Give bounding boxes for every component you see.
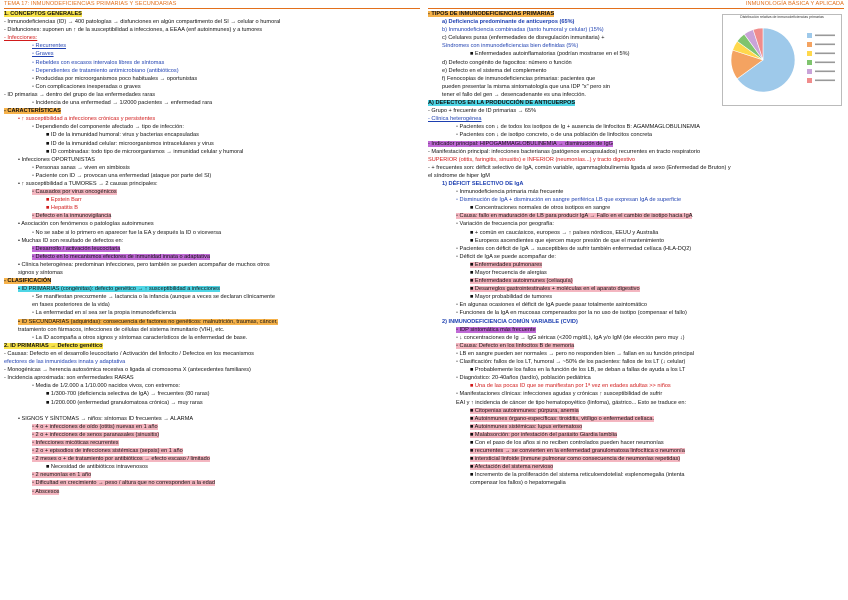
right-line bbox=[428, 107, 844, 115]
left-line bbox=[4, 447, 420, 455]
line-text: ■ Afectación del sistema nervioso bbox=[470, 464, 554, 471]
line-text: ▫ Causa: Defecto en los linfocitos B de memoria bbox=[456, 342, 575, 349]
line-text: ▫ Déficit de IgA se puede acompañar de: bbox=[456, 253, 556, 260]
left-line bbox=[4, 172, 420, 180]
line-text: ▫ Causados por virus oncogénicos bbox=[32, 189, 117, 196]
line-text: ■ Concentraciones normales de otros isotipos en sangre bbox=[470, 205, 611, 212]
left-line bbox=[4, 350, 420, 358]
line-text: ■ intersticial linfoide (inmune pulmonar como consecuencia de neumonías repetidas) bbox=[470, 456, 681, 463]
line-text: ■ Hepatitis B bbox=[46, 205, 78, 212]
pie-chart-figure bbox=[722, 14, 842, 106]
right-line bbox=[428, 188, 844, 196]
left-line bbox=[4, 91, 420, 99]
line-text: ▫ En algunas ocasiones el déficit de IgA puede pasar totalmente asintomático bbox=[456, 302, 648, 309]
line-text: ▫ Manifestaciones clínicas: infecciones agudas y crónicas ↑ susceptibilidad de sufrir bbox=[456, 391, 663, 398]
left-line bbox=[4, 463, 420, 471]
left-line bbox=[4, 382, 420, 390]
line-text: el síndrome de hiper IgM bbox=[428, 172, 490, 179]
line-text: ■ 1/200.000 (enfermedad granulomatosa crónica) → muy raras bbox=[46, 399, 203, 406]
line-text: • Infecciones OPORTUNISTAS bbox=[18, 156, 95, 163]
line-text: - CARACTERÍSTICAS bbox=[4, 108, 61, 115]
right-line bbox=[428, 196, 844, 204]
line-text: ■ Enfermedades autoinmunes (celiaquía) bbox=[470, 278, 573, 285]
right-line bbox=[428, 148, 844, 156]
right-line bbox=[428, 59, 732, 67]
line-text: a) Deficiencia predominante de anticuerpos (65%) bbox=[442, 19, 575, 26]
line-text: SUPERIOR (otitis, faringitis, sinusitis) e INFERIOR (neumonías...) y tracto digestivo bbox=[428, 156, 636, 163]
line-text: en fases posteriores de la vida) bbox=[32, 302, 110, 309]
left-line bbox=[4, 318, 420, 326]
line-text: A) DEFECTOS EN LA PRODUCCIÓN DE ANTICUERPOS bbox=[428, 100, 576, 107]
line-text: ▫ Clasificación: fallos de los LT, humoral → ~50% de los pacientes: fallos de los LT (↓ celular) bbox=[456, 359, 686, 366]
left-line bbox=[4, 431, 420, 439]
line-text: ■ Desarreglos gastrointestinales + moléculas en el aparato digestivo bbox=[470, 286, 640, 293]
left-line bbox=[4, 390, 420, 398]
line-text: pueden presentar la misma sintomatología que una IDP "x" pero sin bbox=[442, 83, 611, 90]
line-text: ■ ID de la inmunidad celular: microorganismos intracelulares y virus bbox=[46, 140, 214, 147]
pie-chart-svg bbox=[723, 19, 841, 101]
line-text: ■ ID combinadas: todo tipo de microorganismos → inmunidad celular y humoral bbox=[46, 148, 244, 155]
right-line bbox=[428, 342, 844, 350]
right-line bbox=[428, 83, 732, 91]
right-line bbox=[428, 439, 844, 447]
right-line bbox=[428, 237, 844, 245]
left-line bbox=[4, 309, 420, 317]
line-text: - Monogénicas → herencia autosómica recesiva o ligada al cromosoma X (antecedentes familiares) bbox=[4, 367, 251, 374]
right-line bbox=[428, 123, 844, 131]
line-text: ■ Una de las pocas ID que se manifiestan por 1ª vez en edades adultas >> niños bbox=[470, 383, 671, 390]
right-line bbox=[428, 350, 844, 358]
left-line bbox=[4, 99, 420, 107]
left-line bbox=[4, 18, 420, 26]
line-text: efectores de las inmunidades innata y adaptativa bbox=[4, 359, 126, 366]
line-text: ▫ Producidas por microorganismos poco habituales → oportunistas bbox=[32, 75, 198, 82]
right-line bbox=[428, 67, 732, 75]
right-line bbox=[428, 10, 718, 18]
right-line bbox=[428, 131, 844, 139]
right-line bbox=[428, 220, 844, 228]
left-line bbox=[4, 50, 420, 58]
left-line bbox=[4, 358, 420, 366]
line-text: 2. ID PRIMARIAS → Defecto genético bbox=[4, 342, 103, 349]
line-text: ■ Autoinmunes sistémicas: lupus eritematoso bbox=[470, 423, 583, 430]
left-line bbox=[4, 229, 420, 237]
left-line bbox=[4, 188, 420, 196]
line-text: ■ ID de la inmunidad humoral: virus y bacterias encapsuladas bbox=[46, 132, 199, 139]
line-text: ▫ 4 o + infecciones de oído (otitis) nuevas en 1 año bbox=[32, 423, 158, 430]
right-line bbox=[428, 42, 732, 50]
right-header bbox=[428, 0, 844, 9]
right-line bbox=[428, 253, 844, 261]
line-text: ▫ Disminución de IgA + disminución en sangre periférica LB que expresan IgA de superficie bbox=[456, 197, 682, 204]
line-text: - Infecciones: bbox=[4, 35, 38, 42]
line-text: ■ + común en caucásicos, europeos → ↑ países nórdicos, EEUU y Australia bbox=[470, 229, 659, 236]
left-line bbox=[4, 326, 420, 334]
line-text: ▫ Dificultad en crecimiento → peso / altura que no corresponden a la edad bbox=[32, 480, 215, 487]
line-text: ▫ LB en sangre pueden ser normales → pero no responden bien → fallan en su función principal bbox=[456, 350, 695, 357]
line-text: • ID PRIMARIAS (congénitas): defecto genético → ↑ susceptibilidad a infecciones bbox=[18, 286, 220, 293]
right-line bbox=[428, 34, 732, 42]
line-text: ▫ Personas sanas → viven en simbiosis bbox=[32, 164, 130, 171]
right-line bbox=[428, 358, 844, 366]
pie-chart-title: Distribución relativa de inmunodeficiencias primarias bbox=[740, 15, 824, 19]
line-text: ▫ Recurrentes bbox=[32, 43, 67, 50]
line-text: • SIGNOS Y SÍNTOMAS → niños: síntomas ID frecuentes → ALARMA bbox=[18, 415, 194, 422]
left-line bbox=[4, 423, 420, 431]
right-line bbox=[428, 269, 844, 277]
legend-label-placeholder bbox=[815, 80, 835, 82]
line-text: ▫ Abscesos bbox=[32, 488, 60, 495]
left-line bbox=[4, 212, 420, 220]
line-text: ▫ Dependientes de tratamiento antimicrobiano (antibióticos) bbox=[32, 67, 179, 74]
left-line bbox=[4, 488, 420, 496]
line-text: • Clínica heterogénea: predominan infecciones, pero también se pueden acompañar de muchos otros bbox=[18, 261, 270, 268]
line-text: d) Defecto congénito de fagocitos: número o función bbox=[442, 59, 572, 66]
line-text: ▫ Rebeldes con escasos intervalos libres de síntomas bbox=[32, 59, 165, 66]
line-text: ■ Citopenias autoinmunes: púrpura, anemia bbox=[470, 407, 579, 414]
line-text: ■ 1/300-700 (deficiencia selectiva de IgA) → frecuentes (80 raras) bbox=[46, 391, 210, 398]
right-line bbox=[428, 390, 844, 398]
left-header bbox=[4, 0, 420, 9]
left-line bbox=[4, 67, 420, 75]
right-line bbox=[428, 172, 844, 180]
line-text: - Incidencia aproximada: son enfermedades RARAS bbox=[4, 375, 134, 382]
left-line bbox=[4, 196, 420, 204]
line-text: ■ Mayor frecuencia de alergias bbox=[470, 270, 547, 276]
line-text: - TIPOS DE INMUNODEFICIENCIAS PRIMARIAS bbox=[428, 11, 555, 17]
line-text: tratamiento con fármacos, infecciones de células del sistema inmunitario (VIH), etc. bbox=[18, 326, 225, 333]
right-line bbox=[428, 309, 844, 317]
left-line bbox=[4, 75, 420, 83]
line-text: c) Celulares puras (enfermedades de disregulación inmunitaria) + bbox=[442, 35, 605, 42]
line-text: Síndromes con inmunodeficiencias bien definidas (5%) bbox=[442, 43, 579, 50]
left-line bbox=[4, 366, 420, 374]
left-line bbox=[4, 374, 420, 382]
right-line bbox=[428, 334, 844, 342]
left-line bbox=[4, 261, 420, 269]
left-line bbox=[4, 253, 420, 261]
right-line bbox=[428, 261, 844, 269]
line-text: ■ Probablemente los fallos en la función de los LB, se deban a fallas de ayuda a los LT bbox=[470, 367, 686, 374]
left-line bbox=[4, 42, 420, 50]
line-text: - CLASIFICACIÓN bbox=[4, 278, 52, 285]
right-line bbox=[428, 204, 844, 212]
right-line bbox=[428, 407, 844, 415]
left-line bbox=[4, 407, 420, 415]
left-line bbox=[4, 204, 420, 212]
left-line bbox=[4, 220, 420, 228]
right-line bbox=[428, 301, 844, 309]
line-text: compensar los fallos) o hepatomegalia bbox=[470, 480, 566, 487]
line-text: ▫ Funciones de la IgA en mucosas compensados por la no uso de isotipo (compensar el fallo) bbox=[456, 310, 687, 317]
right-line bbox=[428, 479, 844, 487]
line-text: ▫ 2 o + infecciones de senos paranasales (sinusitis) bbox=[32, 431, 160, 438]
line-text: ▫ Con complicaciones inesperadas o graves bbox=[32, 83, 141, 90]
line-text: ▫ Desarrollo / activación leucocitaria bbox=[32, 245, 121, 252]
line-text: 2) INMUNODEFICIENCIA COMÚN VARIABLE (CVID) bbox=[442, 318, 578, 325]
line-text: - + frecuentes son: déficit selectivo de IgA, común variable, agammaglobulinemia ligada al sexo (Enfermedad de Bruton) y bbox=[428, 164, 731, 171]
line-text: ▫ Dependiendo del componente afectado → tipo de infección: bbox=[32, 124, 184, 131]
right-line bbox=[428, 463, 844, 471]
line-text: ■ Malabsorción: por infestación del parásito Giardia lamblia bbox=[470, 431, 618, 438]
line-text: ■ Europeos ascendientes que ejercen mayor presión de que el mantenimiento bbox=[470, 237, 664, 244]
right-line bbox=[428, 75, 732, 83]
line-text: ▫ La ID acompaña a otros signos y síntomas característicos de la enfermedad de base. bbox=[32, 334, 248, 341]
line-text: - Manifestación principal: infecciones bacterianas (patógenos encapsulados) recurrentes en tracto respiratorio bbox=[428, 148, 701, 155]
legend-label-placeholder bbox=[815, 53, 835, 55]
legend-label-placeholder bbox=[815, 62, 835, 64]
left-line bbox=[4, 83, 420, 91]
line-text: ▫ 2 meses o + de tratamiento por antibióticos → efecto escaso / limitado bbox=[32, 456, 210, 463]
line-text: ▫ Infecciones micóticas recurrentes bbox=[32, 439, 119, 446]
left-line bbox=[4, 269, 420, 277]
right-line bbox=[428, 18, 732, 26]
left-line bbox=[4, 285, 420, 293]
line-text: ■ Incremento de la proliferación del sistema reticuloendotelial: esplenomegalia (intenta bbox=[470, 472, 685, 479]
right-line bbox=[428, 26, 732, 34]
line-text: • Muchas ID son resultado de defectos en: bbox=[18, 237, 124, 244]
right-line bbox=[428, 115, 844, 123]
legend-swatch bbox=[807, 33, 812, 38]
left-line bbox=[4, 277, 420, 285]
line-text: f) Fenocopias de inmunodeficiencias primarias: pacientes que bbox=[442, 75, 596, 82]
line-text: tener el fallo del gen → desencadenante es una infección. bbox=[442, 91, 586, 98]
line-text: ■ Con el paso de los años si no reciben controlados pueden hacer neumonías bbox=[470, 439, 664, 446]
left-line bbox=[4, 156, 420, 164]
left-line bbox=[4, 123, 420, 131]
line-text: ▫ Diagnóstico: 20-40años (tardío), población pediátrica bbox=[456, 375, 591, 382]
line-text: ▫ ↓ concentraciones de Ig → IgG séricas (<200 mg/dL), IgA y/o IgM (de elección pero muy ↓) bbox=[456, 334, 685, 341]
right-line bbox=[428, 140, 844, 148]
left-line bbox=[4, 148, 420, 156]
line-text: ▫ Defecto en la inmunovigilancia bbox=[32, 213, 112, 220]
line-text: ▫ Paciente con ID → provocan una enfermedad (ataque por parte del SI) bbox=[32, 172, 212, 179]
legend-label-placeholder bbox=[815, 71, 835, 73]
right-line bbox=[428, 156, 844, 164]
left-line bbox=[4, 334, 420, 342]
line-text: ■ Autoinmunes órgano-específicas: tiroiditis, vitíligo o enfermedad celíaca. bbox=[470, 415, 655, 422]
right-column bbox=[428, 0, 844, 600]
line-text: - Clínica heterogénea bbox=[428, 116, 482, 123]
left-column bbox=[4, 0, 420, 600]
line-text: - Inmunodeficiencias (ID) → 400 patologías → disfunciones en algún compartimento del SI → celular o humoral bbox=[4, 19, 281, 26]
line-text: ▫ Media de 1/2.000 a 1/10.000 nacidos vivos, con extremos: bbox=[32, 383, 181, 390]
left-line bbox=[4, 471, 420, 479]
left-line bbox=[4, 34, 420, 42]
line-text: ▫ Causa: fallo en maduración de LB para producir IgA → Fallo en el cambio de isotipo hacia IgA bbox=[456, 213, 693, 220]
left-line bbox=[4, 415, 420, 423]
left-line bbox=[4, 245, 420, 253]
left-line bbox=[4, 140, 420, 148]
right-line bbox=[428, 180, 844, 188]
left-line bbox=[4, 107, 420, 115]
line-text: 1. CONCEPTOS GENERALES bbox=[4, 11, 82, 17]
left-line bbox=[4, 164, 420, 172]
line-text: ▫ Graves bbox=[32, 51, 54, 58]
left-line bbox=[4, 301, 420, 309]
right-line bbox=[428, 50, 760, 58]
left-body bbox=[4, 10, 420, 496]
legend-swatch bbox=[807, 60, 812, 65]
course-title: INMUNOLOGÍA BÁSICA Y APLICADA bbox=[745, 1, 844, 7]
right-line bbox=[428, 91, 732, 99]
document-title: TEMA 17: INMUNODEFICIENCIAS PRIMARIAS Y SECUNDARIAS bbox=[4, 1, 177, 7]
right-line bbox=[428, 471, 844, 479]
left-line bbox=[4, 131, 420, 139]
line-text: ■ Enfermedades autoinflamatorias (podrían mostrarse en el 5%) bbox=[470, 51, 630, 58]
right-line bbox=[428, 245, 844, 253]
left-line bbox=[4, 455, 420, 463]
line-text: • ID SECUNDARIAS (adquiridas): consecuencia de factores no genéticos: malnutrición, traumas, cáncer, bbox=[18, 318, 278, 325]
right-line bbox=[428, 382, 844, 390]
left-line bbox=[4, 399, 420, 407]
line-text: EAI y ↑ incidencia de cáncer de tipo hematopoyético (linfoma), gástrico... Esto se traduce en: bbox=[456, 399, 687, 406]
legend-swatch bbox=[807, 78, 812, 83]
right-line bbox=[428, 399, 844, 407]
line-text: • Asociación con fenómenos o patologías autoinmunes bbox=[18, 221, 154, 228]
line-text: - Causas: Defecto en el desarrollo leucocitario / Activación del linfocito / Defectos en los mecanismos bbox=[4, 350, 254, 357]
line-text: • ↑ susceptibilidad a infecciones crónicas y persistentes bbox=[18, 116, 156, 123]
right-line bbox=[428, 366, 844, 374]
right-line bbox=[428, 326, 844, 334]
line-text: ▫ Incidencia de una enfermedad → 1/2000 pacientes → enfermedad rara bbox=[32, 100, 213, 107]
left-line bbox=[4, 180, 420, 188]
line-text: 1) DÉFICIT SELECTIVO DE IgA bbox=[442, 180, 524, 187]
line-text: ■ Epstein Barr bbox=[46, 197, 82, 204]
legend-label-placeholder bbox=[815, 44, 835, 46]
line-text: ▫ No se sabe si lo primero en aparecer fue la EA y después la ID o viceversa bbox=[32, 229, 222, 236]
right-line bbox=[428, 455, 844, 463]
right-line bbox=[428, 229, 844, 237]
right-line bbox=[428, 447, 844, 455]
legend-swatch bbox=[807, 69, 812, 74]
line-text: - Disfunciones: suponen un ↑ de la susceptibilidad a infecciones, a EEAA (enf autoinmunes) y a tumores bbox=[4, 27, 263, 34]
line-text: ▫ IDP sintomática más frecuente bbox=[456, 326, 536, 333]
line-text: - ID primarias → dentro del grupo de las enfermedades raras bbox=[4, 91, 156, 98]
line-text: ■ Necesidad de antibióticos intravenosos bbox=[46, 464, 148, 471]
line-text: • ↑ susceptibilidad a TUMORES → 2 causas principales: bbox=[18, 180, 158, 187]
legend-label-placeholder bbox=[815, 35, 835, 37]
left-line bbox=[4, 26, 420, 34]
legend-swatch bbox=[807, 42, 812, 47]
line-text: ▫ Pacientes con ↓ de todos los isotipos de Ig + ausencia de linfocitos B: AGAMMAGLOBULINEMIA bbox=[456, 124, 701, 131]
line-text: ▫ La enfermedad en sí sea ser la propia inmunodeficiencia bbox=[32, 310, 177, 317]
left-line bbox=[4, 237, 420, 245]
left-line bbox=[4, 59, 420, 67]
left-line bbox=[4, 342, 420, 350]
line-text: ■ Mayor probabilidad de tumores bbox=[470, 294, 553, 301]
legend-swatch bbox=[807, 51, 812, 56]
line-text: ■ Enfermedades pulmonares bbox=[470, 261, 543, 268]
line-text: ▫ Inmunodeficiencia primaria más frecuente bbox=[456, 189, 564, 196]
right-line bbox=[428, 318, 844, 326]
right-line bbox=[428, 415, 844, 423]
left-line bbox=[4, 439, 420, 447]
left-line bbox=[4, 293, 420, 301]
line-text: signos y síntomas bbox=[18, 270, 63, 276]
line-text: b) Inmunodeficiencia combinadas (tanto humoral y celular) (15%) bbox=[442, 27, 604, 34]
line-text: ▫ Se manifiestan precozmente → lactancia o la infancia (aunque a veces se declaran clínicamente bbox=[32, 294, 275, 301]
right-line bbox=[428, 212, 844, 220]
right-line bbox=[428, 277, 844, 285]
line-text: ▫ 2 neumonías en 1 año bbox=[32, 472, 92, 479]
line-text: - Indicador principal: HIPOGAMMAGLOBULINEMIA → disminución de IgG bbox=[428, 140, 613, 147]
line-text: - Grupo + frecuente de ID primarias → 65% bbox=[428, 108, 537, 115]
left-line bbox=[4, 479, 420, 487]
left-line bbox=[4, 10, 420, 18]
right-line bbox=[428, 374, 844, 382]
line-text: ▫ Variación de frecuencia por geografía: bbox=[456, 221, 554, 228]
right-line bbox=[428, 293, 844, 301]
right-line bbox=[428, 164, 844, 172]
right-line bbox=[428, 423, 844, 431]
left-line bbox=[4, 115, 420, 123]
line-text: ■ recurrentes → se convierten en la enfermedad granulomatosa linfocítica o neumonía bbox=[470, 448, 685, 455]
line-text: ▫ Pacientes con ↓ de isotipo concreto, o de una población de linfocitos concreta bbox=[456, 132, 653, 139]
line-text: ▫ Defecto en lo mecanismos efectores de inmunidad innata o adaptativa bbox=[32, 253, 210, 260]
right-line bbox=[428, 431, 844, 439]
line-text: ▫ Pacientes con déficit de IgA → susceptibles de sufrir también enfermedad celíaca (HLA-DQ2) bbox=[456, 245, 692, 252]
right-line bbox=[428, 285, 844, 293]
line-text: e) Defecto en el sistema del complemento bbox=[442, 67, 547, 74]
line-text: ▫ 2 o + episodios de infecciones sistémicas (sepsis) en 1 año bbox=[32, 448, 183, 455]
